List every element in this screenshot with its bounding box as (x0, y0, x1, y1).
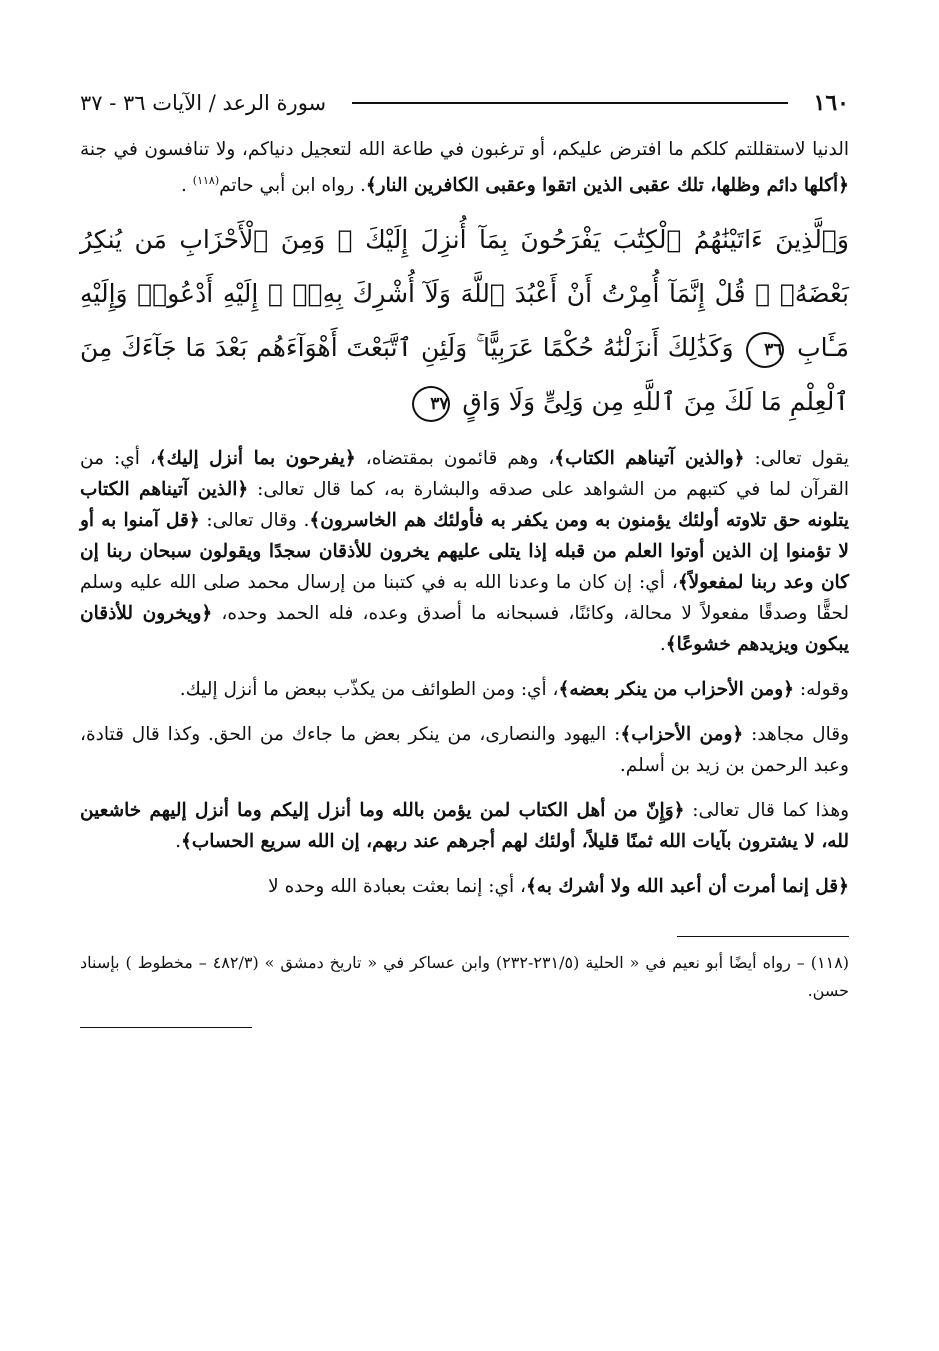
ayah-number-36: ٣٦ (746, 332, 784, 368)
tafsir-paragraph-1 (80, 443, 849, 660)
intro-quote: ﴿أكلها دائم وظلها، تلك عقبى الذين اتقوا وعقبى الكافرين النار﴾ (365, 175, 849, 197)
text: وقال مجاهد: (743, 724, 849, 746)
footnote-ref: (١١٨) (192, 174, 220, 187)
text: ، أي: إن كان ما وعدنا الله به في كتبنا من إرسال محمد صلى الله عليه وسلم لحقًّا وصدقًا مفعولاً لا محالة، وكائنًا، فسبحانه ما أصدق وعده، فله الحمد وحده، (80, 572, 850, 625)
text: وهذا كما قال تعالى: (684, 800, 850, 822)
text: . (659, 634, 666, 656)
header-rule (352, 102, 787, 104)
page-number: ١٦٠ (813, 90, 849, 116)
intro-text-2: . رواه ابن أبي حاتم (219, 175, 366, 197)
text: وقوله: (793, 679, 849, 701)
quote: ﴿والذين آتيناهم الكتاب﴾ (554, 448, 745, 470)
intro-paragraph (80, 134, 849, 201)
verse-37-text: وَكَذَٰلِكَ أَنزَلْنَٰهُ حُكْمًا عَرَبِيًّا ۚ وَلَئِنِ ٱتَّبَعْتَ أَهْوَآءَهُم بَعْدَ مَا جَآءَكَ مِنَ ٱلْعِلْمِ مَا لَكَ مِنَ ٱللَّهِ مِن وَلِىٍّ وَلَا وَاقٍ (80, 333, 849, 417)
book-page (80, 86, 849, 1028)
quran-verses (80, 213, 849, 429)
quote: ﴿وَإِنّ من أهل الكتاب لمن يؤمن بالله وما أنزل إليكم وما أنزل إليهم خاشعين لله، لا يشترون بآيات الله ثمنًا قليلاً، أولئك لهم أجرهم عند ربهم، إن الله سريع الحساب﴾ (80, 800, 849, 853)
text: ، أي: إنما بعثت بعبادة الله وحده لا (268, 876, 526, 898)
surah-title: سورة الرعد / الآيات ٣٦ - ٣٧ (80, 91, 327, 115)
tafsir-paragraph-4 (80, 795, 849, 857)
quote: ﴿ويخرون للأذقان يبكون ويزيدهم خشوعًا﴾ (80, 603, 849, 656)
text: ، وهم قائمون بمقتضاه، (355, 448, 555, 470)
page-header (80, 86, 849, 120)
intro-text-3: . (181, 175, 193, 197)
verse-36-text: وَٱلَّذِينَ ءَاتَيْنَٰهُمُ ٱلْكِتَٰبَ يَفْرَحُونَ بِمَآ أُنزِلَ إِلَيْكَ ۖ وَمِنَ ٱلْأَحْزَابِ مَن يُنكِرُ بَعْضَهُۥ ۚ قُلْ إِنَّمَآ أُمِرْتُ أَنْ أَعْبُدَ ٱللَّهَ وَلَآ أُشْرِكَ بِهِۦٓ ۚ إِلَيْهِ أَدْعُوا۟ وَإِلَيْهِ مَـَٔابِ (80, 225, 849, 363)
text: يقول تعالى: (744, 448, 849, 470)
quote: ﴿يفرحون بما أنزل إليك﴾ (155, 448, 356, 470)
text: : اليهود والنصارى، من ينكر بعض ما جاءك من الحق. وكذا قال قتادة، وعبد الرحمن بن زيد بن أسلم. (80, 724, 849, 777)
quote: ﴿الذين آتيناهم الكتاب يتلونه حق تلاوته أولئك يؤمنون به ومن يكفر به فأولئك هم الخاسرون﴾ (80, 479, 849, 532)
quote: ﴿ومن الأحزاب من ينكر بعضه﴾ (558, 679, 794, 701)
page-end-rule (80, 1027, 252, 1028)
text: ، أي: ومن الطوائف من يكذّب ببعض ما أنزل إليك. (179, 679, 559, 701)
quote: ﴿قل آمنوا به أو لا تؤمنوا إن الذين أوتوا العلم من قبله إذا يتلى عليهم يخرون للأذقان سجدًا ويقولون سبحان ربنا إن كان وعد ربنا لمفعولاً﴾ (80, 510, 849, 594)
tafsir-paragraph-5 (80, 871, 849, 902)
tafsir-paragraph-3 (80, 719, 849, 781)
quote: ﴿قل إنما أمرت أن أعبد الله ولا أشرك به﴾ (525, 876, 849, 898)
text: ، أي: من القرآن لما في كتبهم من الشواهد على صدقه والبشارة به، كما قال تعالى: (80, 448, 850, 501)
quote: ﴿ومن الأحزاب﴾ (620, 724, 744, 746)
footnote-separator (677, 936, 849, 937)
tafsir-paragraph-2 (80, 674, 849, 705)
intro-text: الدنيا لاستقللتم كلكم ما افترض عليكم، أو ترغبون في طاعة الله لتعجيل دنياكم، ولا تنافسون في جنة (80, 139, 849, 160)
footnote-118: (١١٨) – رواه أيضًا أبو نعيم في « الحلية (٢٣١/٥-٢٣٢) وابن عساكر في « تاريخ دمشق » (٤٨٢/٣ – مخطوط ) بإسناد حسن. (80, 953, 850, 1001)
text: . وقال تعالى: (199, 510, 310, 532)
ayah-number-37: ٣٧ (412, 386, 450, 422)
text: . (175, 831, 181, 853)
